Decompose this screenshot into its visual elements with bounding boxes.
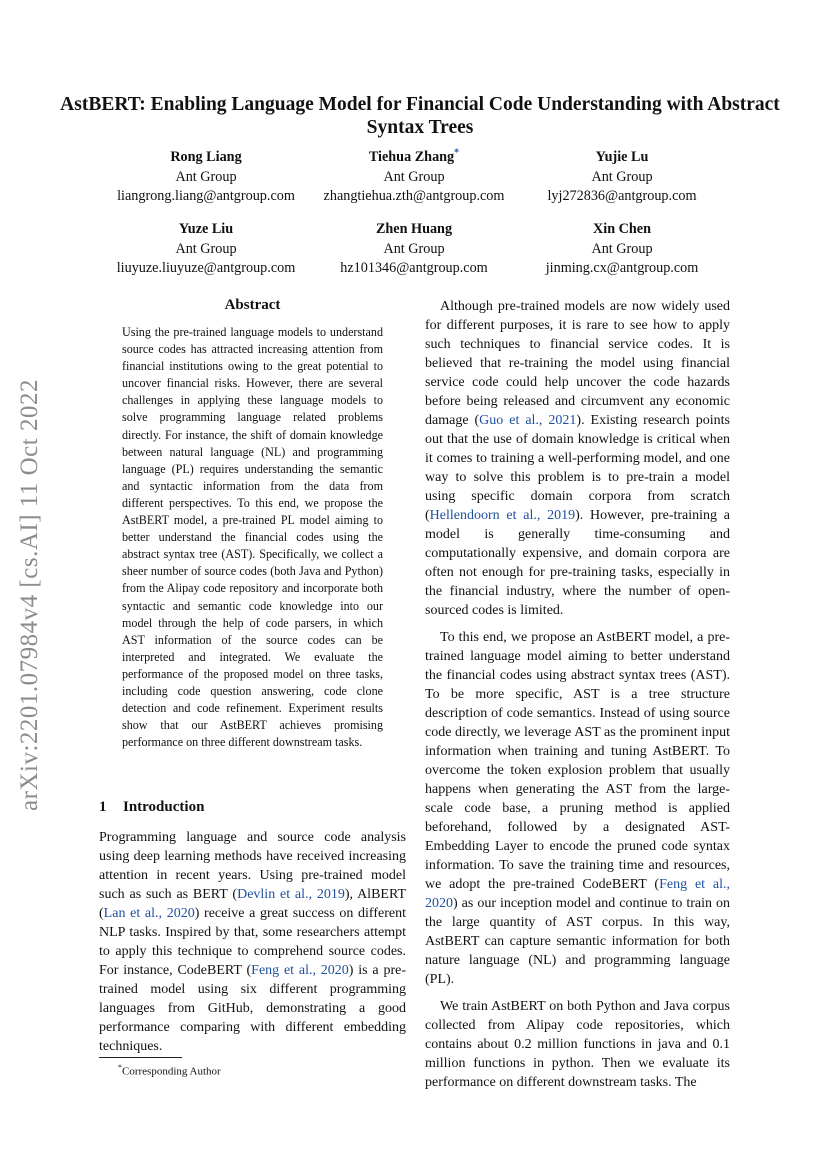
abstract-text: Using the pre-trained language models to understand source codes has attracted increasing attention from financial institutions owing to the great potential to uncover financial risks. However, there are several challenges in applying these language models to solve programming language related problems directly. For instance, the shift of domain knowledge between natural language (NL) and programming language (PL) requires understanding the semantic and syntactic information from the data from different perspectives. To this end, we propose the AstBERT model, a pre-trained PL model aiming to better understand the financial codes using the abstract syntax tree (AST). Specifically, we collect a sheer number of source codes (both Java and Python) from the Alipay code repository and incorporate both syntactic and semantic code knowledge into our model through the help of code parsers, in which AST information of the source codes can be interpreted and integrated. We evaluate the performance of the proposed model on three tasks, including code question answering, code clone detection and code refinement. Experiment results show that our AstBERT achieves promising performance on three different downstream tasks. <box>122 325 383 750</box>
intro-paragraph: Programming language and source code analysis using deep learning methods have received increasing attention in recent years. Using pre-trained model such as such as BERT (Devlin et al., 2019), AlBERT (Lan et al., 2020) receive a great success on different NLP tasks. Inspired by that, some researchers attempt to apply this technique to comprehend source codes. For instance, CodeBERT (Feng et al., 2020) is a pre-trained model using six different programming languages from GitHub, demonstrating a good performance comparing with different embedding techniques. <box>99 830 407 1054</box>
author-email: liuyuze.liuyuze@antgroup.com <box>116 260 296 276</box>
citation-link[interactable]: Feng et al., 2020 <box>251 963 349 978</box>
author-block <box>294 148 534 207</box>
author-block <box>502 220 742 279</box>
body-paragraph: We train AstBERT on both Python and Java corpus collected from Alipay code repositories, which contains about 0.2 million functions in java and 0.1 million functions in python. Then we evaluate its performance on different downstream tasks. The <box>425 999 730 1090</box>
arxiv-identifier <box>10 325 50 865</box>
corresponding-author-mark[interactable]: * <box>454 147 460 159</box>
author-name: Xin Chen <box>593 221 651 237</box>
author-email: hz101346@antgroup.com <box>340 260 488 276</box>
author-affiliation: Ant Group <box>591 168 653 185</box>
author-email: zhangtiehua.zth@antgroup.com <box>323 188 505 204</box>
author-email: jinming.cx@antgroup.com <box>545 260 699 276</box>
paper-title: AstBERT: Enabling Language Model for Financial Code Understanding with Abstract Syntax Trees <box>60 94 780 138</box>
footnote-text: Corresponding Author <box>122 1065 221 1078</box>
section-heading-introduction <box>99 799 204 816</box>
arxiv-id-text: arXiv:2201.07984v4 [cs.AI] 11 Oct 2022 <box>16 379 43 811</box>
author-affiliation: Ant Group <box>383 168 445 185</box>
body-paragraph: To this end, we propose an AstBERT model, a pre-trained language model aiming to better understand the financial codes using abstract syntax trees (AST). To be more specific, AST is a tree structure description of code semantics. Instead of using source code directly, we leverage AST as the prominent input information when training and tuning AstBERT. To overcome the token explosion problem that usually happens when generating the AST from the large-scale code base, a pruning method is applied beforehand, followed by a designated AST-Embedding Layer to encode the pruned code syntax information. To save the training time and resources, we adopt the pre-trained CodeBERT (Feng et al., 2020) as our inception model and continue to train on the large quantity of AST corpus. In this way, AstBERT can capture semantic information for both nature language (NL) and programming language (PL). <box>425 630 730 987</box>
author-block <box>86 148 326 207</box>
author-name: Rong Liang <box>170 149 242 165</box>
author-email: lyj272836@antgroup.com <box>547 188 697 204</box>
citation-link[interactable]: Hellendoorn et al., 2019 <box>429 508 576 523</box>
author-name: Yuze Liu <box>178 221 234 237</box>
footnote: *Corresponding Author <box>118 1063 221 1078</box>
section-title: Introduction <box>123 799 205 815</box>
author-name: Zhen Huang <box>375 221 453 237</box>
author-name: Tiehua Zhang* <box>368 147 460 165</box>
author-block <box>294 220 534 279</box>
citation-link[interactable]: Feng et al., 2020 <box>425 877 730 911</box>
body-paragraph: Although pre-trained models are now widely used for different purposes, it is rare to see how to apply such techniques to financial service codes. It is believed that re-training the model using financial service code could help uncover the code hazards before being released and circumvent any economic damage (Guo et al., 2021). Existing research points out that the use of domain knowledge is critical when it comes to training a well-performing model, and one way to solve this problem is to pre-train a model using specific domain corpora from scratch (Hellendoorn et al., 2019). However, pre-training a model is generally time-consuming and computationally expensive, and domain corpora are often not enough for pre-training tasks, especially in the financial industry, where the number of open-sourced codes is limited. <box>425 299 730 618</box>
author-block <box>86 220 326 279</box>
author-affiliation: Ant Group <box>591 240 653 257</box>
citation-link[interactable]: Lan et al., 2020 <box>103 906 195 921</box>
author-affiliation: Ant Group <box>175 240 237 257</box>
author-block <box>502 148 742 207</box>
abstract-heading: Abstract <box>224 297 281 313</box>
author-affiliation: Ant Group <box>383 240 445 257</box>
citation-link[interactable]: Devlin et al., 2019 <box>237 887 345 902</box>
author-affiliation: Ant Group <box>175 168 237 185</box>
author-email: liangrong.liang@antgroup.com <box>117 188 295 204</box>
right-column <box>425 297 730 1092</box>
footnote-divider <box>99 1057 182 1058</box>
citation-link[interactable]: Guo et al., 2021 <box>479 413 577 428</box>
author-name: Yujie Lu <box>595 149 649 165</box>
section-number: 1 <box>99 799 107 815</box>
